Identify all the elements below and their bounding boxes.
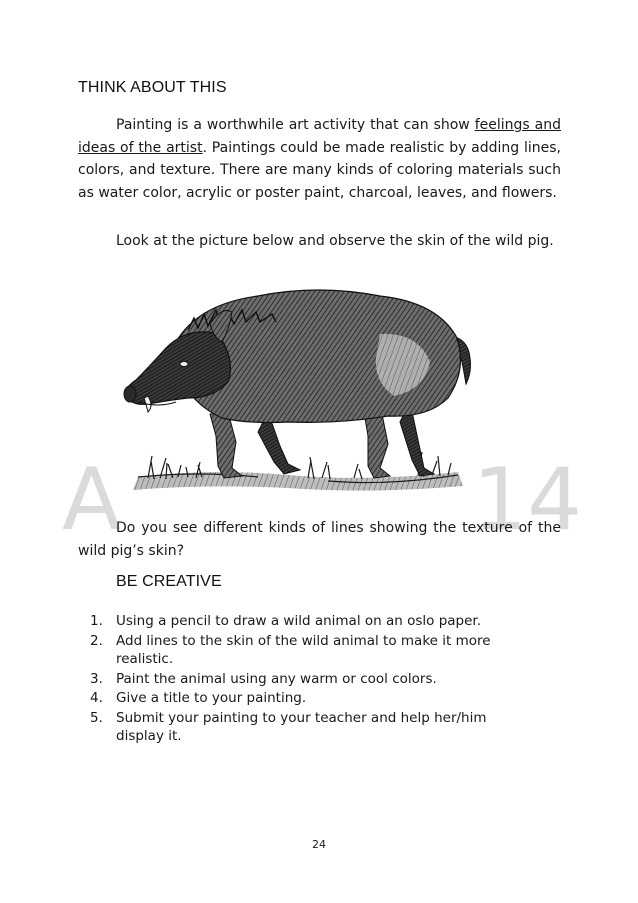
watermark-right: 14 [472, 450, 582, 550]
section-title-think-about-this: THINK ABOUT THIS [78, 79, 227, 96]
list-text: Paint the animal using any warm or cool colors. [116, 670, 437, 687]
list-text: Using a pencil to draw a wild animal on an oslo paper. [116, 613, 482, 629]
list-number: 2. [90, 632, 103, 649]
list-text: Give a title to your painting. [116, 690, 307, 706]
fore-leg-front [210, 412, 242, 478]
observe-text: Look at the picture below and observe the skin of the wild pig. [116, 233, 554, 249]
intro-text-end: . Paintings could be made realistic by adding lines, colors, and texture. There are many kinds of coloring materials such as water color, acrylic or poster paint, charcoal, leaves, and flowers. [78, 139, 561, 201]
observe-paragraph [78, 230, 561, 253]
watermark-left: A [62, 450, 121, 550]
list-number: 5. [90, 709, 103, 726]
intro-paragraph [78, 114, 561, 204]
feelings-phrase: feelings and ideas of the artist [78, 117, 562, 156]
question-text: Do you see different kinds of lines showing the texture of the wild pig’s skin? [78, 520, 561, 559]
list-item [90, 612, 530, 631]
list-number: 3. [90, 670, 103, 687]
list-item [90, 689, 530, 708]
question-paragraph [78, 517, 561, 562]
list-text: Submit your painting to your teacher and help her/him display it. [116, 709, 487, 744]
list-item [90, 632, 530, 669]
list-item [90, 709, 530, 746]
eye [180, 362, 188, 367]
page-number: 24 [312, 838, 326, 851]
snout [124, 386, 136, 402]
list-text: Add lines to the skin of the wild animal to make it more realistic. [116, 632, 491, 667]
intro-text-start: Painting is a worthwhile art activity that can show [116, 117, 475, 133]
list-number: 1. [90, 613, 103, 629]
activity-steps [90, 612, 530, 746]
section-title-be-creative: BE CREATIVE [116, 573, 222, 590]
list-item [90, 670, 530, 689]
list-number: 4. [90, 690, 103, 706]
wild-pig-illustration [118, 272, 480, 504]
